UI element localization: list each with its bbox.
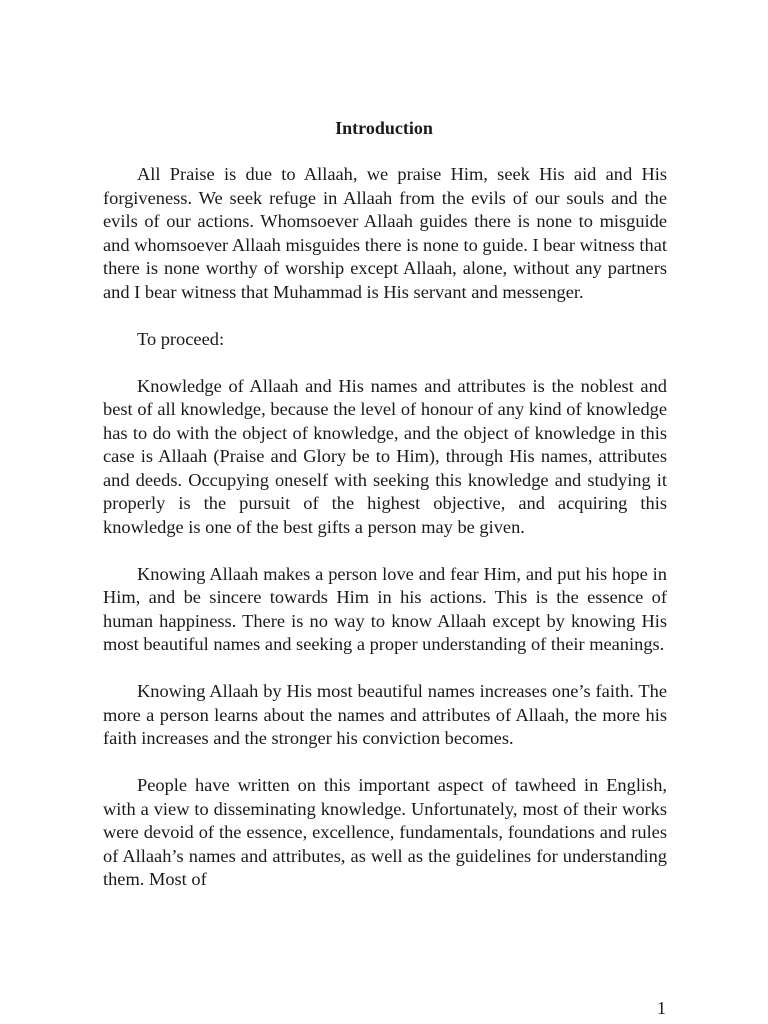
page-number: 1: [657, 998, 666, 1018]
paragraph-opening-praise: All Praise is due to Allaah, we praise Him, seek His aid and His forgiveness. We seek refuge in Allaah from the evils of our souls and the evils of our actions. Whomsoever Allaah guides there is none to misguide and whomsoever Allaah misguides there is none to guide. I bear witness that there is none worthy of worship except Allaah, alone, without any partners and I bear witness that Muhammad is His servant and messenger.: [103, 164, 667, 302]
paragraph-knowledge-of-allaah: Knowledge of Allaah and His names and attributes is the noblest and best of all knowledge, because the level of honour of any kind of knowledge has to do with the object of knowledge, and the object of knowledge in this case is Allaah (Praise and Glory be to Him), through His names, attributes and deeds. Occupying oneself with seeking this knowledge and studying it properly is the pursuit of the highest objective, and acquiring this knowledge is one of the best gifts a person may be given.: [103, 375, 667, 537]
paragraph-increases-faith: Knowing Allaah by His most beautiful names increases one’s faith. The more a person learns about the names and attributes of Allaah, the more his faith increases and the stronger his conviction becomes.: [103, 681, 667, 748]
paragraph-to-proceed: To proceed:: [137, 328, 225, 349]
paragraph-people-have-written: People have written on this important aspect of tawheed in English, with a view to disseminating knowledge. Unfortunately, most of their works were devoid of the essence, excellence, fundamentals, foundations and rules of Allaah’s names and attributes, as well as the guidelines for understanding them. Most of: [103, 775, 667, 889]
page-title: Introduction: [335, 118, 433, 138]
body-text: [103, 163, 667, 892]
paragraph-knowing-allaah: Knowing Allaah makes a person love and fear Him, and put his hope in Him, and be sincere towards Him in his actions. This is the essence of human happiness. There is no way to know Allaah except by knowing His most beautiful names and seeking a proper understanding of their meanings.: [103, 563, 667, 654]
